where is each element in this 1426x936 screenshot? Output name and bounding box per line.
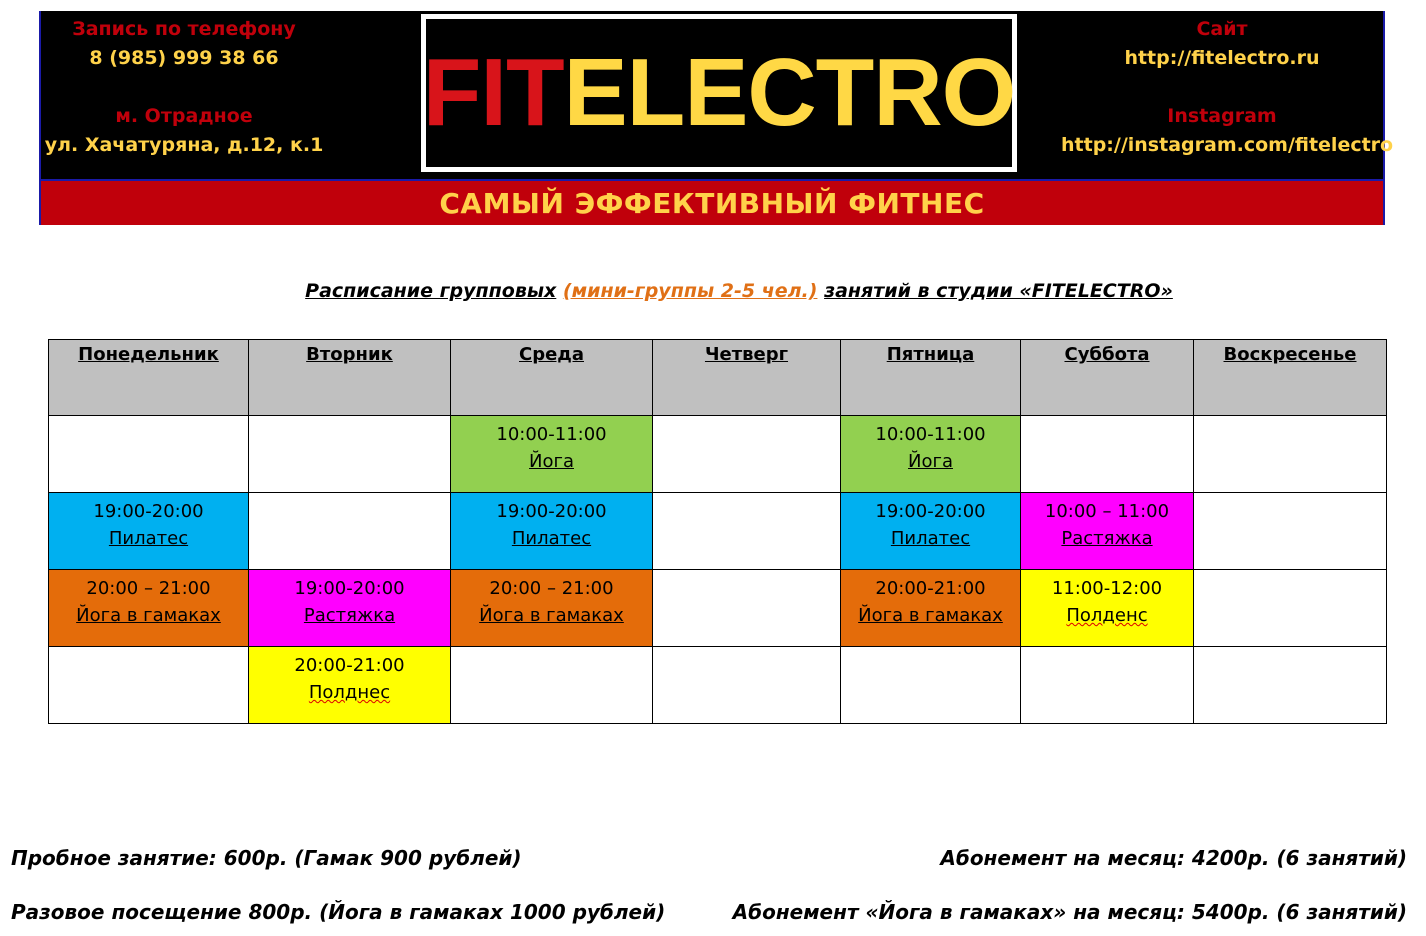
schedule-cell [451,416,653,493]
day-header: Пятница [841,340,1021,416]
schedule-cell [451,647,653,724]
schedule-cell [1021,493,1194,570]
schedule-cell [653,647,841,724]
class-name: Полднес [308,682,391,703]
class-time: 11:00-12:00 [1051,578,1163,599]
contact-info [41,15,327,160]
site-label: Сайт [1196,18,1248,40]
header-banner [39,11,1394,225]
schedule-row [49,570,1387,647]
schedule-header-row [49,340,1387,416]
class-name: Пилатес [108,528,189,549]
logo [421,14,1017,172]
schedule-title-part2: занятий в студии «FITELECTRO» [824,280,1173,302]
schedule-cell [1021,416,1194,493]
schedule-cell [451,493,653,570]
class-name: Пилатес [890,528,971,549]
class-time: 10:00 – 11:00 [1044,501,1170,522]
schedule-cell [1021,647,1194,724]
class-time: 20:00 – 21:00 [86,578,211,599]
class-name: Йога [529,451,574,472]
schedule-cell [841,570,1021,647]
schedule-row [49,416,1387,493]
class-time: 10:00-11:00 [875,424,986,445]
schedule-cell [1194,493,1387,570]
schedule-cell [841,416,1021,493]
class-name: Йога в гамаках [76,605,221,626]
schedule-cell [653,570,841,647]
schedule-cell [1194,416,1387,493]
schedule-cell [249,570,451,647]
day-header: Среда [451,340,653,416]
address: ул. Хачатуряна, д.12, к.1 [44,134,324,156]
price-single: Разовое посещение 800р. (Йога в гамаках 1000 рублей) [11,900,666,924]
day-header: Суббота [1021,340,1194,416]
schedule-cell [653,416,841,493]
metro-station: м. Отрадное [115,105,253,127]
site-link[interactable]: http://fitelectro.ru [1124,47,1320,69]
class-name: Йога в гамаках [479,605,624,626]
day-header: Вторник [249,340,451,416]
class-time: 20:00 – 21:00 [489,578,614,599]
price-monthly: Абонемент на месяц: 4200р. (6 занятий) [940,846,1407,870]
phone-number: 8 (985) 999 38 66 [89,47,279,69]
instagram-label: Instagram [1167,105,1277,127]
slogan: САМЫЙ ЭФФЕКТИВНЫЙ ФИТНЕС [439,186,985,220]
instagram-link[interactable]: http://instagram.com/fitelectro [1061,134,1394,156]
class-time: 20:00-21:00 [875,578,986,599]
class-name: Растяжка [1061,528,1153,549]
schedule-cell [49,570,249,647]
class-name: Растяжка [303,605,396,626]
day-header: Воскресенье [1194,340,1387,416]
slogan-bar [41,179,1383,225]
schedule-cell [841,647,1021,724]
class-name: Пилатес [511,528,592,549]
class-time: 19:00-20:00 [496,501,607,522]
schedule-table [48,339,1387,724]
schedule-cell [451,570,653,647]
class-name: Полденс [1066,605,1148,626]
class-time: 19:00-20:00 [93,501,204,522]
schedule-row [49,647,1387,724]
schedule-title-part1: Расписание групповых [305,280,557,302]
schedule-row [49,493,1387,570]
class-time: 10:00-11:00 [496,424,607,445]
class-time: 19:00-20:00 [294,578,405,599]
class-name: Йога в гамаках [858,605,1003,626]
day-header: Четверг [653,340,841,416]
schedule-cell [49,493,249,570]
schedule-cell [249,416,451,493]
schedule-cell [249,493,451,570]
class-time: 19:00-20:00 [875,501,986,522]
schedule-title-highlight: (мини-группы 2-5 чел.) [562,280,818,302]
schedule-cell [841,493,1021,570]
schedule-cell [249,647,451,724]
web-links [1061,15,1394,160]
schedule-cell [1194,647,1387,724]
schedule-cell [49,416,249,493]
class-time: 20:00-21:00 [294,655,405,676]
price-trial: Пробное занятие: 600р. (Гамак 900 рублей) [11,846,522,870]
logo-part-fit: FIT [422,39,564,146]
class-name: Йога [908,451,953,472]
schedule-cell [49,647,249,724]
schedule-cell [653,493,841,570]
phone-label: Запись по телефону [72,18,296,40]
schedule-cell [1194,570,1387,647]
price-monthly-hammock: Абонемент «Йога в гамаках» на месяц: 5400р. (6 занятий) [732,900,1407,924]
schedule-cell [1021,570,1194,647]
logo-part-electro: ELECTRO [563,39,1016,146]
schedule-title [0,280,1426,302]
day-header: Понедельник [49,340,249,416]
